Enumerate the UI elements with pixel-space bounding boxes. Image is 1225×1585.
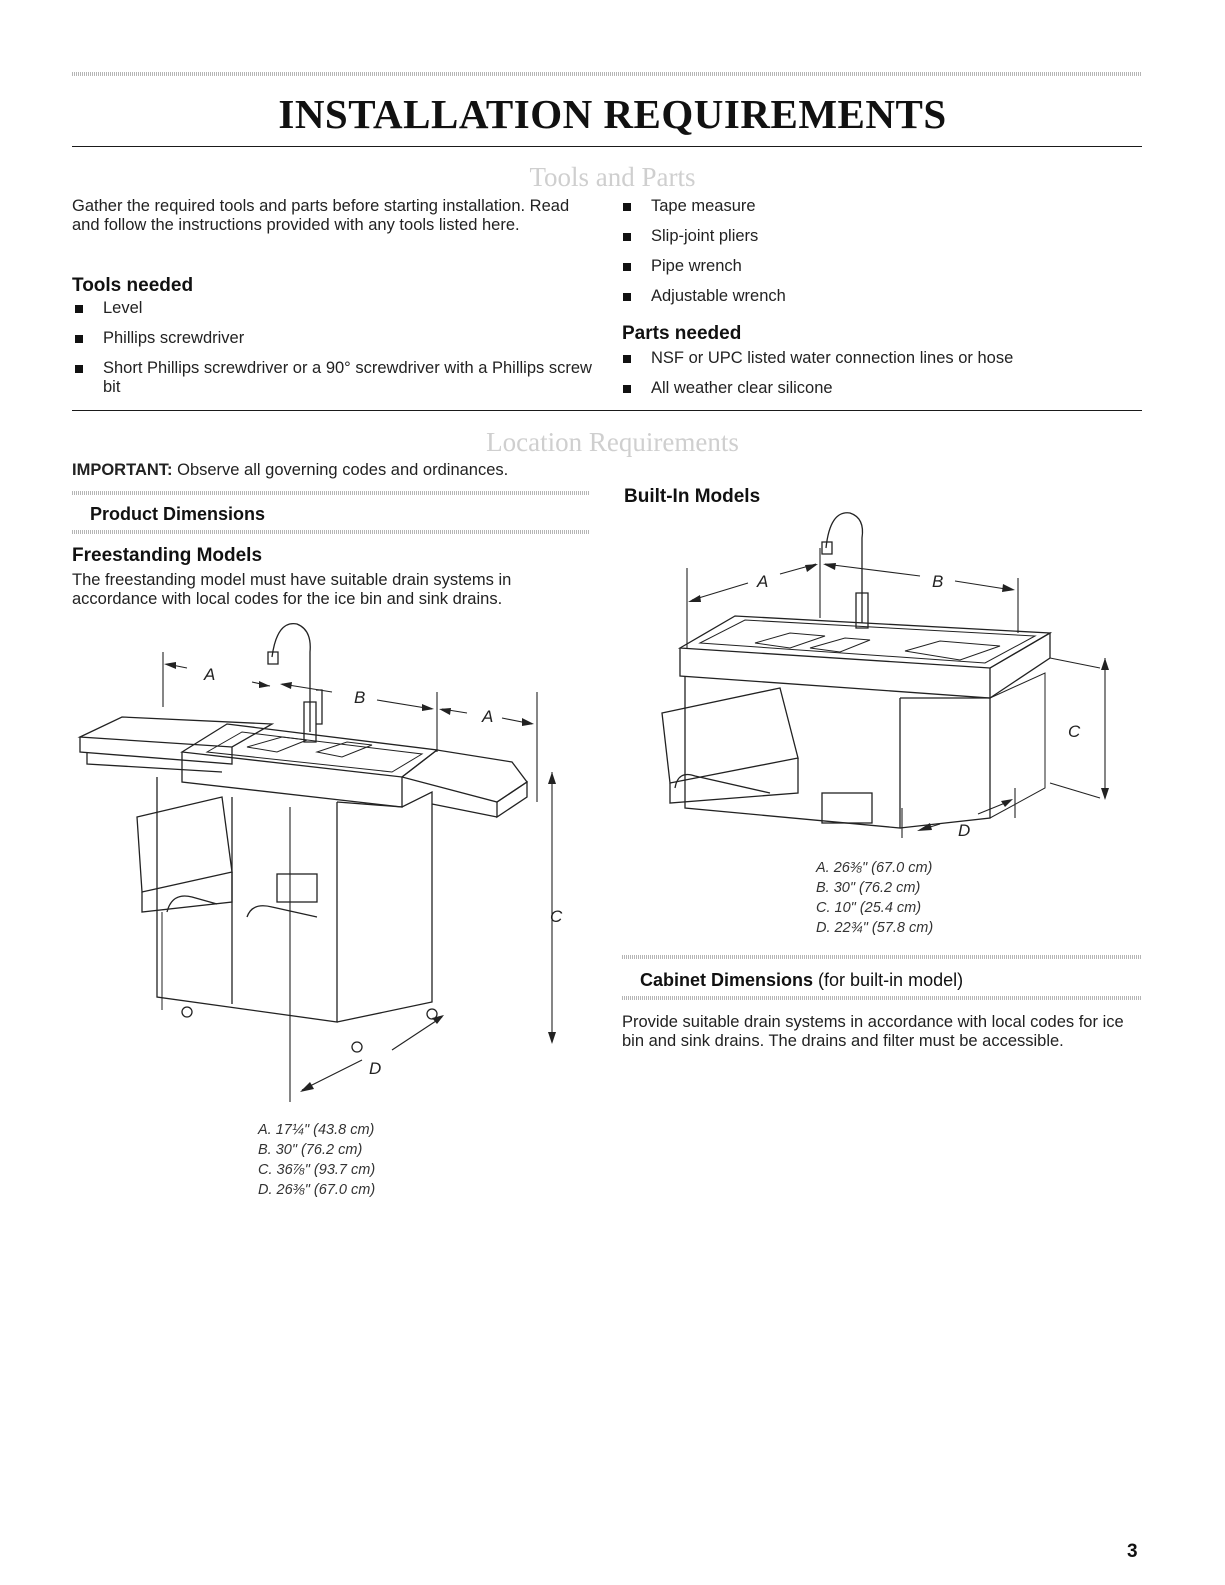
page-title: INSTALLATION REQUIREMENTS <box>278 91 947 137</box>
parts-list <box>620 349 1140 409</box>
freestanding-text: The freestanding model must have suitable drain systems in accordance with local codes for the ice bin and sink drains. <box>72 571 512 608</box>
dim-a: A. 26⅜" (67.0 cm) <box>816 860 933 876</box>
builtin-diagram <box>640 508 1120 848</box>
list-item: Tape measure <box>620 197 1140 216</box>
section-rule <box>72 410 1142 411</box>
tools-intro: Gather the required tools and parts before starting installation. Read and follow the instructions provided with any tools listed here. <box>72 197 570 234</box>
builtin-dims-caption <box>816 858 933 938</box>
cabinet-text: Provide suitable drain systems in accordance with local codes for ice bin and sink drains. The drains and filter must be accessible. <box>622 1013 1124 1050</box>
list-item: Level <box>72 299 597 318</box>
tools-needed-heading: Tools needed <box>72 275 194 296</box>
dim-a: A. 17¼" (43.8 cm) <box>258 1122 375 1138</box>
product-dims-rule-top <box>72 491 590 495</box>
dim-label-c: C <box>550 907 563 926</box>
list-item: Short Phillips screwdriver or a 90° screwdriver with a Phillips screw bit <box>72 359 597 397</box>
cabinet-rule-top <box>622 955 1142 959</box>
product-dimensions-heading: Product Dimensions <box>90 504 266 524</box>
tools-left-list <box>72 299 597 408</box>
list-item: NSF or UPC listed water connection lines or hose <box>620 349 1140 368</box>
page-number: 3 <box>1127 1541 1138 1562</box>
freestanding-diagram <box>72 612 592 1102</box>
freestanding-dims-caption <box>258 1120 375 1200</box>
cabinet-dimensions-heading <box>640 970 963 991</box>
tools-parts-heading: Tools and Parts <box>529 162 696 192</box>
builtin-heading: Built-In Models <box>624 486 761 507</box>
dim-b: B. 30" (76.2 cm) <box>258 1142 363 1158</box>
tools-right-list <box>620 197 1140 317</box>
title-rule <box>72 146 1142 147</box>
list-item: Phillips screwdriver <box>72 329 597 348</box>
builtin-label-d: D <box>958 821 971 840</box>
list-item: Pipe wrench <box>620 257 1140 276</box>
list-item: All weather clear silicone <box>620 379 1140 398</box>
important-text: Observe all governing codes and ordinances. <box>177 461 509 479</box>
list-item: Adjustable wrench <box>620 287 1140 306</box>
dim-label-a: A <box>204 665 216 684</box>
location-heading: Location Requirements <box>486 427 739 457</box>
top-dotted-rule <box>72 72 1142 76</box>
builtin-label-b: B <box>932 572 944 591</box>
cabinet-heading-suffix: (for built-in model) <box>818 970 964 990</box>
freestanding-heading: Freestanding Models <box>72 545 263 566</box>
important-note <box>72 461 592 480</box>
product-dims-rule-bottom <box>72 530 590 534</box>
dim-label-a2: A <box>482 707 494 726</box>
dim-label-d: D <box>369 1059 382 1078</box>
parts-needed-heading: Parts needed <box>622 323 742 344</box>
cabinet-heading-bold: Cabinet Dimensions <box>640 970 814 990</box>
dim-d: D. 26⅜" (67.0 cm) <box>258 1182 376 1198</box>
dim-d: D. 22¾" (57.8 cm) <box>816 920 934 936</box>
dim-c: C. 10" (25.4 cm) <box>816 900 922 916</box>
dim-c: C. 36⅞" (93.7 cm) <box>258 1162 376 1178</box>
builtin-label-a: A <box>757 572 769 591</box>
important-label: IMPORTANT: <box>72 461 173 479</box>
cabinet-rule-bottom <box>622 996 1142 1000</box>
list-item: Slip-joint pliers <box>620 227 1140 246</box>
dim-b: B. 30" (76.2 cm) <box>816 880 921 896</box>
dim-label-b: B <box>354 688 366 707</box>
builtin-label-c: C <box>1068 722 1081 741</box>
